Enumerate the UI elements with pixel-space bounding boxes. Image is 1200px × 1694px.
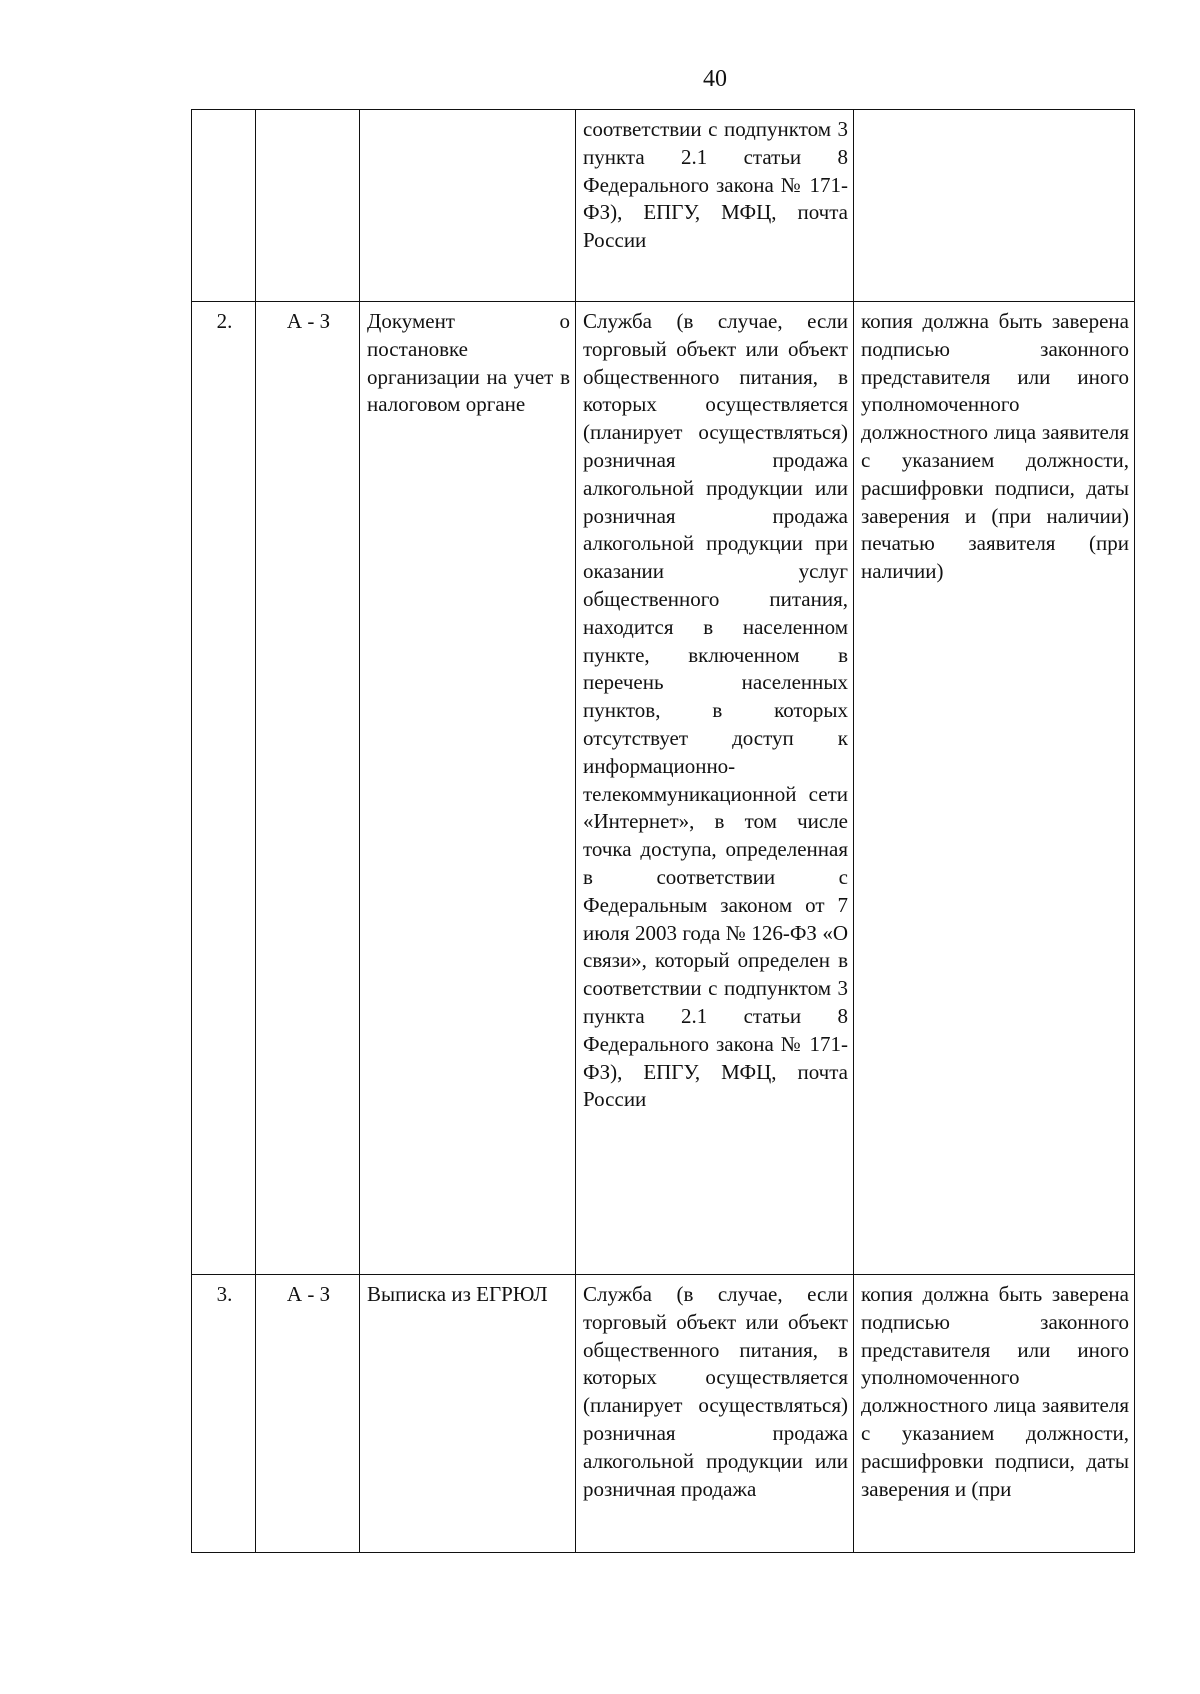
row-code: А - З	[256, 1275, 360, 1553]
documents-table	[191, 109, 1135, 1553]
table-row	[192, 1275, 1135, 1553]
row-number	[192, 110, 256, 302]
row-code: А - З	[256, 302, 360, 1275]
row-number: 2.	[192, 302, 256, 1275]
table-row	[192, 110, 1135, 302]
document-name: Выписка из ЕГРЮЛ	[360, 1275, 576, 1553]
requirements	[854, 110, 1135, 302]
document-name	[360, 110, 576, 302]
submission-method: соответствии с подпунктом 3 пункта 2.1 статьи 8 Федерального закона № 171-ФЗ), ЕПГУ, МФЦ, почта России	[576, 110, 854, 302]
requirements: копия должна быть заверена подписью законного представителя или иного уполномоченного должностного лица заявителя с указанием должности, расшифровки подписи, даты заверения и (при наличии) печатью заявителя (при наличии)	[854, 302, 1135, 1275]
requirements: копия должна быть заверена подписью законного представителя или иного уполномоченного должностного лица заявителя с указанием должности, расшифровки подписи, даты заверения и (при	[854, 1275, 1135, 1553]
page-number: 40	[703, 66, 727, 92]
document-name: Документ о постановке организации на учет в налоговом органе	[360, 302, 576, 1275]
submission-method: Служба (в случае, если торговый объект или объект общественного питания, в которых осуществляется (планирует осуществляться) розничная продажа алкогольной продукции или розничная продажа	[576, 1275, 854, 1553]
row-number: 3.	[192, 1275, 256, 1553]
table-row	[192, 302, 1135, 1275]
row-code	[256, 110, 360, 302]
submission-method: Служба (в случае, если торговый объект или объект общественного питания, в которых осуществляется (планирует осуществляться) розничная продажа алкогольной продукции или розничная продажа алкогольной продукции при оказании услуг общественного питания, находится в населенном пункте, включенном в перечень населенных пунктов, в которых отсутствует доступ к информационно-телекоммуникационной сети «Интернет», в том числе точка доступа, определенная в соответствии с Федеральным законом от 7 июля 2003 года № 126-ФЗ «О связи», который определен в соответствии с подпунктом 3 пункта 2.1 статьи 8 Федерального закона № 171-ФЗ), ЕПГУ, МФЦ, почта России	[576, 302, 854, 1275]
